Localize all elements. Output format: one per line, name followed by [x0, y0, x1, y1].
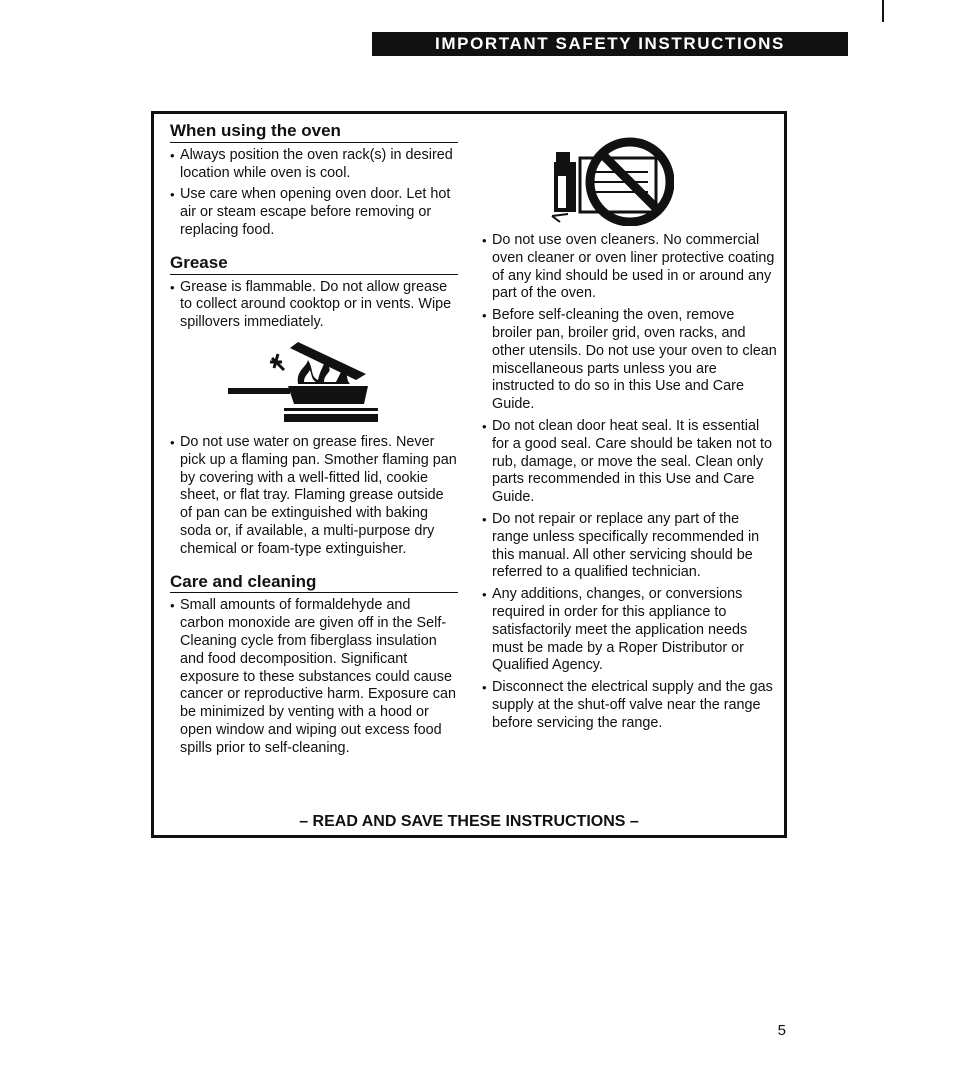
care-list — [170, 597, 458, 757]
left-column — [170, 122, 458, 762]
flaming-pan-icon — [228, 340, 378, 430]
list-item: • Disconnect the electrical supply and the gas supply at the shut-off valve near the range before servicing the range. — [482, 679, 778, 732]
list-item: • Do not repair or replace any part of the range unless specifically recommended in this manual. All other servicing should be referred to a qualified technician. — [482, 511, 778, 582]
grease-fire-list — [170, 434, 458, 559]
list-item: • Use care when opening oven door. Let hot air or steam escape before removing or replacing food. — [170, 186, 458, 239]
no-oven-cleaner-icon — [550, 136, 674, 226]
instructions-box — [151, 111, 787, 838]
list-item: • Do not use water on grease fires. Never pick up a flaming pan. Smother flaming pan by covering with a well-fitted lid, cookie sheet, or flat tray. Flaming grease outside of pan can be extinguished with baking soda or, if available, a multi-purpose dry chemical or foam-type extinguisher. — [170, 434, 458, 559]
list-item: • Do not clean door heat seal. It is essential for a good seal. Care should be taken not to rub, damage, or move the seal. Clean only parts recommended in this Use and Care Guide. — [482, 418, 778, 507]
list-item: • Any additions, changes, or conversions required in order for this appliance to satisfactorily meet the application needs must be made by a Roper Distributor or Qualified Agency. — [482, 586, 778, 675]
section-heading-grease: Grease — [170, 254, 458, 275]
right-column — [482, 136, 778, 737]
section-heading-care: Care and cleaning — [170, 573, 458, 594]
page-number: 5 — [777, 1022, 786, 1039]
page-banner: IMPORTANT SAFETY INSTRUCTIONS — [372, 32, 848, 56]
oven-list — [170, 147, 458, 240]
list-item: • Do not use oven cleaners. No commercial oven cleaner or oven liner protective coating of any kind should be used in or around any part of the oven. — [482, 232, 778, 303]
section-heading-oven: When using the oven — [170, 122, 458, 143]
list-item: • Grease is flammable. Do not allow grease to collect around cooktop or in vents. Wipe spillovers immediately. — [170, 279, 458, 332]
cleaning-list — [482, 232, 778, 733]
list-item: • Before self-cleaning the oven, remove broiler pan, broiler grid, oven racks, and other utensils. Do not use your oven to clean miscellaneous parts unless you are instructed to do so in this Use and Care Guide. — [482, 307, 778, 414]
grease-list — [170, 279, 458, 332]
read-and-save-footer: – READ AND SAVE THESE INSTRUCTIONS – — [299, 813, 639, 830]
margin-mark — [882, 0, 884, 22]
list-item: • Always position the oven rack(s) in desired location while oven is cool. — [170, 147, 458, 183]
list-item: • Small amounts of formaldehyde and carbon monoxide are given off in the Self-Cleaning cycle from fiberglass insulation and food decomposition. Significant exposure to these substances could cause cancer or reproductive harm. Exposure can be minimized by venting with a hood or open window and wiping out excess food spills prior to self-cleaning. — [170, 597, 458, 757]
